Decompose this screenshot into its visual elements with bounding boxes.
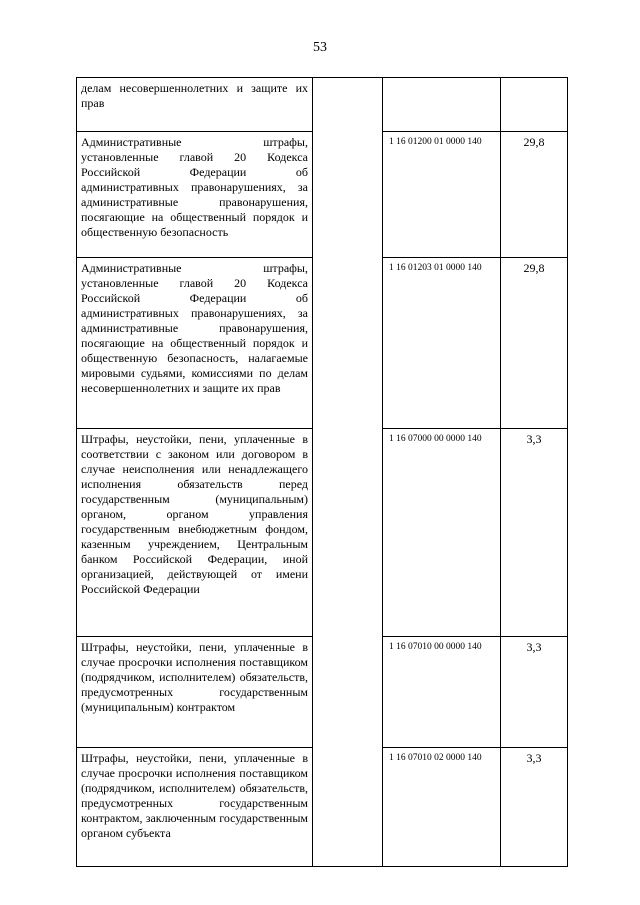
page-number: 53 [313, 40, 327, 55]
row-classification-code [383, 78, 501, 132]
row-description: Административные штрафы, установленные главой 20 Кодекса Российской Федерации об административных правонарушениях, за административные правонарушения, посягающие на общественный порядок и общественную безопасность, налагаемые мировыми судьями, комиссиями по делам несовершеннолетних и защите их прав [77, 258, 313, 429]
row-description: делам несовершеннолетних и защите их прав [77, 78, 313, 132]
row-classification-code: 1 16 07010 00 0000 140 [383, 637, 501, 748]
table-row [77, 78, 568, 132]
row-amount [501, 78, 568, 132]
row-amount: 3,3 [501, 748, 568, 867]
row-amount: 29,8 [501, 132, 568, 258]
merged-empty-column [313, 78, 383, 867]
budget-revenue-table [76, 77, 568, 867]
row-classification-code: 1 16 07010 02 0000 140 [383, 748, 501, 867]
row-description: Штрафы, неустойки, пени, уплаченные в случае просрочки исполнения поставщиком (подрядчиком, исполнителем) обязательств, предусмотренных государственным контрактом, заключенным государственным органом субъекта [77, 748, 313, 867]
row-classification-code: 1 16 07000 00 0000 140 [383, 429, 501, 637]
row-classification-code: 1 16 01203 01 0000 140 [383, 258, 501, 429]
row-amount: 3,3 [501, 429, 568, 637]
row-classification-code: 1 16 01200 01 0000 140 [383, 132, 501, 258]
row-description: Административные штрафы, установленные главой 20 Кодекса Российской Федерации об административных правонарушениях, за административные правонарушения, посягающие на общественный порядок и общественную безопасность [77, 132, 313, 258]
row-amount: 3,3 [501, 637, 568, 748]
row-description: Штрафы, неустойки, пени, уплаченные в случае просрочки исполнения поставщиком (подрядчиком, исполнителем) обязательств, предусмотренных государственным (муниципальным) контрактом [77, 637, 313, 748]
row-amount: 29,8 [501, 258, 568, 429]
row-description: Штрафы, неустойки, пени, уплаченные в соответствии с законом или договором в случае неисполнения или ненадлежащего исполнения обязательств перед государственным (муниципальным) органом, органом управления государственным внебюджетным фондом, казенным учреждением, Центральным банком Российской Федерации, иной организацией, действующей от имени Российской Федерации [77, 429, 313, 637]
